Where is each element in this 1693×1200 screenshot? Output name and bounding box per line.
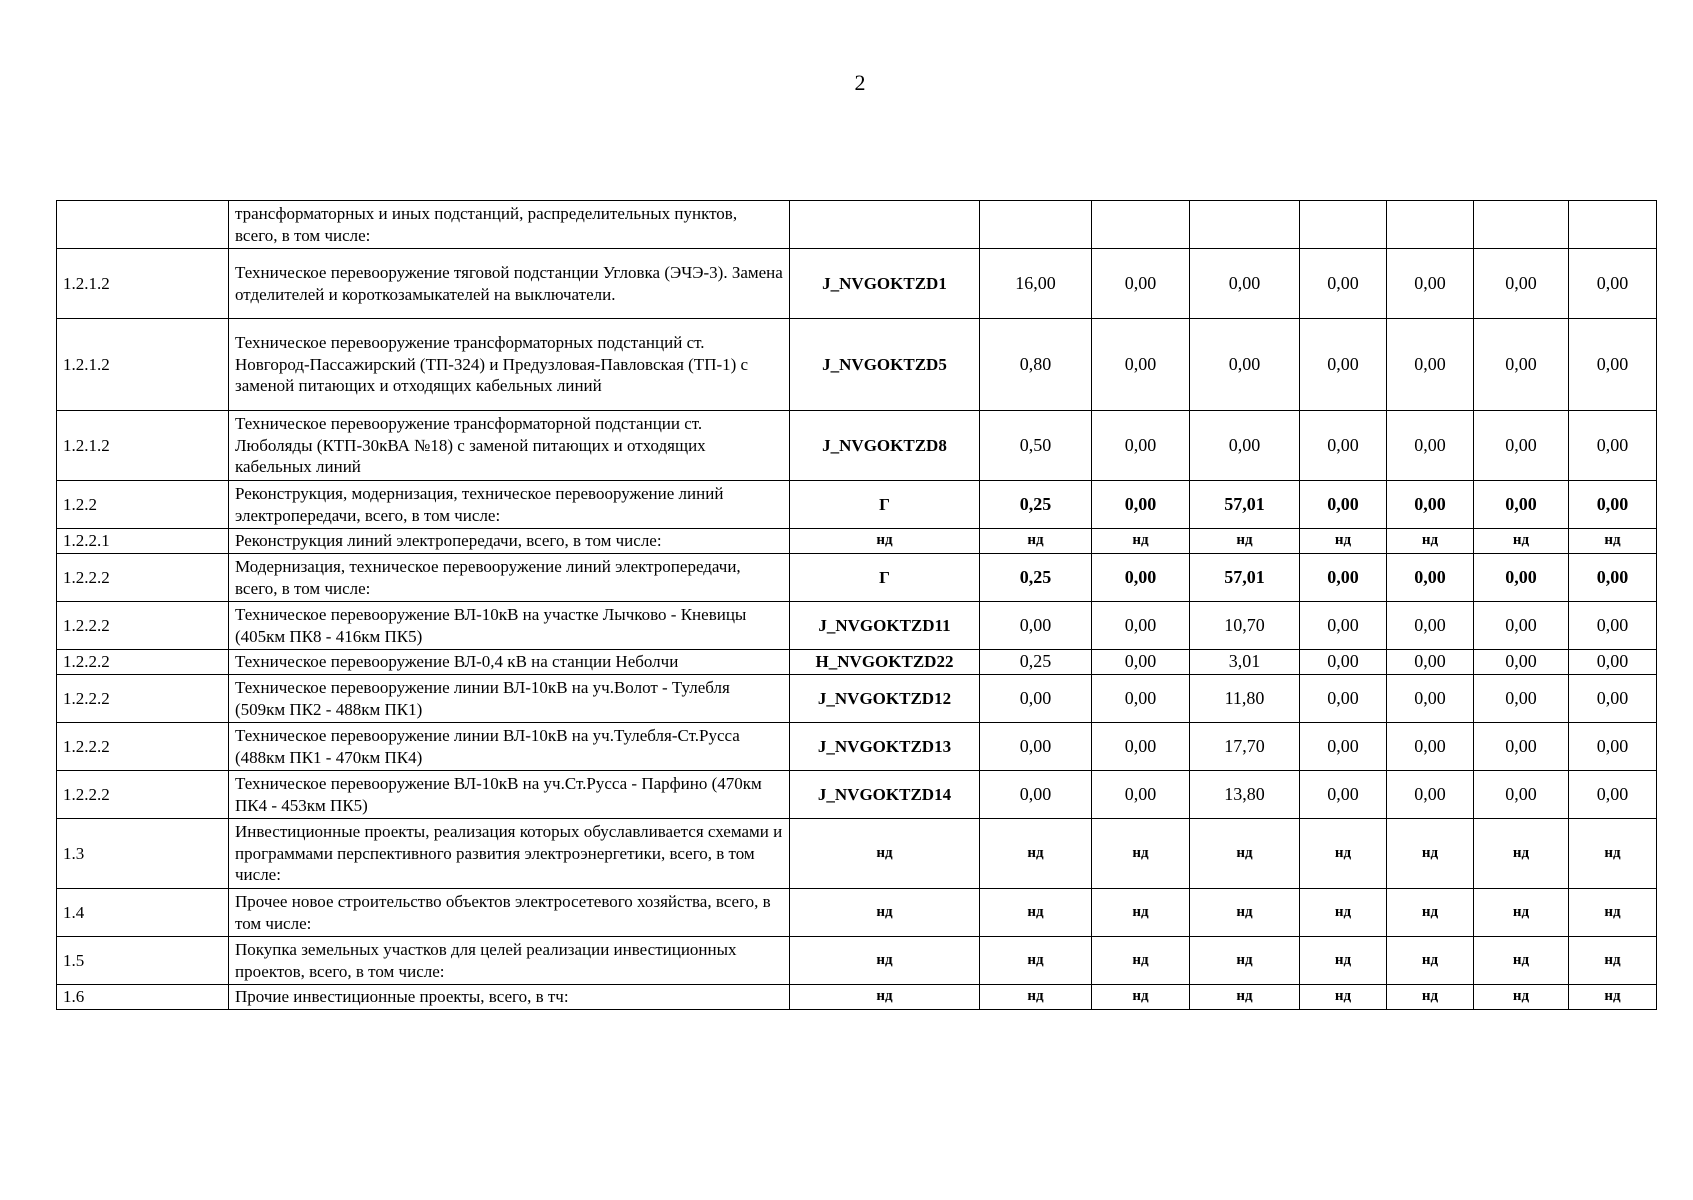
value-cell: 57,01 xyxy=(1190,554,1300,602)
table-row xyxy=(57,201,1657,249)
value-cell: нд xyxy=(1300,529,1387,554)
value-cell xyxy=(1190,201,1300,249)
description-cell: Прочие инвестиционные проекты, всего, в тч: xyxy=(229,985,790,1010)
value-cell: 0,00 xyxy=(1474,319,1569,411)
row-number-cell: 1.2.2.1 xyxy=(57,529,229,554)
value-cell: 0,00 xyxy=(1092,481,1190,529)
table-row xyxy=(57,937,1657,985)
value-cell: нд xyxy=(980,819,1092,889)
description-cell: Модернизация, техническое перевооружение линий электропередачи, всего, в том числе: xyxy=(229,554,790,602)
value-cell: нд xyxy=(1300,889,1387,937)
value-cell: 0,00 xyxy=(1190,411,1300,481)
value-cell xyxy=(1092,201,1190,249)
value-cell xyxy=(980,201,1092,249)
value-cell: 0,00 xyxy=(1092,554,1190,602)
value-cell: нд xyxy=(1474,937,1569,985)
value-cell xyxy=(1474,201,1569,249)
value-cell: 0,00 xyxy=(980,602,1092,650)
value-cell: 0,00 xyxy=(1300,602,1387,650)
value-cell: нд xyxy=(1190,819,1300,889)
value-cell: 0,00 xyxy=(1387,675,1474,723)
value-cell: нд xyxy=(1092,529,1190,554)
value-cell: нд xyxy=(1190,937,1300,985)
table-body xyxy=(57,201,1657,1010)
value-cell: нд xyxy=(1190,529,1300,554)
value-cell: 0,00 xyxy=(1092,650,1190,675)
value-cell: нд xyxy=(1569,985,1657,1010)
value-cell: нд xyxy=(980,937,1092,985)
row-number-cell xyxy=(57,201,229,249)
value-cell: нд xyxy=(1387,985,1474,1010)
value-cell: 0,00 xyxy=(1474,411,1569,481)
value-cell: 3,01 xyxy=(1190,650,1300,675)
value-cell: 0,00 xyxy=(1387,481,1474,529)
value-cell: 0,00 xyxy=(1092,411,1190,481)
value-cell: нд xyxy=(1300,985,1387,1010)
value-cell: 0,00 xyxy=(1474,602,1569,650)
value-cell: нд xyxy=(1474,529,1569,554)
description-cell: Техническое перевооружение трансформаторной подстанции ст. Люболяды (КТП-30кВА №18) с заменой питающих и отходящих кабельных линий xyxy=(229,411,790,481)
value-cell: нд xyxy=(1387,529,1474,554)
project-code-cell: J_NVGOKTZD13 xyxy=(790,723,980,771)
value-cell: нд xyxy=(1387,937,1474,985)
value-cell: 0,00 xyxy=(1300,723,1387,771)
row-number-cell: 1.2.2.2 xyxy=(57,675,229,723)
project-code-cell: J_NVGOKTZD11 xyxy=(790,602,980,650)
value-cell: 0,00 xyxy=(1569,723,1657,771)
project-code-cell: нд xyxy=(790,819,980,889)
project-code-cell: Г xyxy=(790,554,980,602)
project-code-cell: J_NVGOKTZD14 xyxy=(790,771,980,819)
value-cell: нд xyxy=(1092,889,1190,937)
value-cell: нд xyxy=(1569,819,1657,889)
value-cell: 0,00 xyxy=(1190,249,1300,319)
value-cell: 0,25 xyxy=(980,650,1092,675)
value-cell: 0,00 xyxy=(1569,675,1657,723)
page-number: 2 xyxy=(854,70,866,95)
value-cell: 0,00 xyxy=(1387,554,1474,602)
table-row xyxy=(57,319,1657,411)
description-cell: Техническое перевооружение ВЛ-0,4 кВ на станции Неболчи xyxy=(229,650,790,675)
value-cell: 0,00 xyxy=(1092,771,1190,819)
value-cell: 0,00 xyxy=(1474,481,1569,529)
value-cell xyxy=(1300,201,1387,249)
value-cell: 0,00 xyxy=(1569,554,1657,602)
row-number-cell: 1.2.1.2 xyxy=(57,249,229,319)
value-cell: нд xyxy=(1474,985,1569,1010)
project-code-cell: нд xyxy=(790,937,980,985)
value-cell: 0,00 xyxy=(1092,723,1190,771)
value-cell: 0,00 xyxy=(1569,771,1657,819)
value-cell: нд xyxy=(1190,985,1300,1010)
description-cell: Прочее новое строительство объектов электросетевого хозяйства, всего, в том числе: xyxy=(229,889,790,937)
table-row xyxy=(57,411,1657,481)
value-cell: 0,00 xyxy=(1387,771,1474,819)
value-cell: 0,00 xyxy=(1092,675,1190,723)
description-cell: Техническое перевооружение линии ВЛ-10кВ на уч.Волот - Тулебля (509км ПК2 - 488км ПК1) xyxy=(229,675,790,723)
value-cell: 11,80 xyxy=(1190,675,1300,723)
value-cell: 0,00 xyxy=(1387,650,1474,675)
value-cell: нд xyxy=(1474,889,1569,937)
description-cell: Техническое перевооружение ВЛ-10кВ на уч.Ст.Русса - Парфино (470км ПК4 - 453км ПК5) xyxy=(229,771,790,819)
table-row xyxy=(57,985,1657,1010)
value-cell: 0,00 xyxy=(1569,249,1657,319)
value-cell: 0,00 xyxy=(1474,554,1569,602)
value-cell: 0,00 xyxy=(1300,481,1387,529)
row-number-cell: 1.2.1.2 xyxy=(57,319,229,411)
table-row xyxy=(57,529,1657,554)
table-row xyxy=(57,650,1657,675)
table-row xyxy=(57,554,1657,602)
value-cell: 0,50 xyxy=(980,411,1092,481)
value-cell: 0,00 xyxy=(1300,771,1387,819)
project-code-cell: нд xyxy=(790,529,980,554)
value-cell: 0,00 xyxy=(1569,411,1657,481)
value-cell: 0,00 xyxy=(1387,319,1474,411)
row-number-cell: 1.6 xyxy=(57,985,229,1010)
value-cell xyxy=(1569,201,1657,249)
value-cell: 0,00 xyxy=(1190,319,1300,411)
value-cell: 0,00 xyxy=(1300,411,1387,481)
value-cell: 0,00 xyxy=(1474,723,1569,771)
value-cell: 0,00 xyxy=(1092,319,1190,411)
value-cell: 0,00 xyxy=(1300,319,1387,411)
description-cell: Техническое перевооружение тяговой подстанции Угловка (ЭЧЭ-3). Замена отделителей и короткозамыкателей на выключатели. xyxy=(229,249,790,319)
table-row xyxy=(57,675,1657,723)
value-cell: нд xyxy=(1092,937,1190,985)
project-code-cell: нд xyxy=(790,889,980,937)
table-row xyxy=(57,771,1657,819)
value-cell: 0,00 xyxy=(1387,602,1474,650)
value-cell: 16,00 xyxy=(980,249,1092,319)
row-number-cell: 1.2.2.2 xyxy=(57,723,229,771)
value-cell: 0,00 xyxy=(1474,771,1569,819)
project-code-cell: нд xyxy=(790,985,980,1010)
value-cell: нд xyxy=(1092,819,1190,889)
value-cell xyxy=(1387,201,1474,249)
value-cell: нд xyxy=(1190,889,1300,937)
description-cell: Реконструкция, модернизация, техническое перевооружение линий электропередачи, всего, в том числе: xyxy=(229,481,790,529)
description-cell: Техническое перевооружение трансформаторных подстанций ст. Новгород-Пассажирский (ТП-324) и Предузловая-Павловская (ТП-1) с заменой питающих и отходящих кабельных линий xyxy=(229,319,790,411)
table-row xyxy=(57,602,1657,650)
value-cell: 0,80 xyxy=(980,319,1092,411)
value-cell: 0,00 xyxy=(980,675,1092,723)
project-code-cell: Г xyxy=(790,481,980,529)
table-row xyxy=(57,723,1657,771)
description-cell: Реконструкция линий электропередачи, всего, в том числе: xyxy=(229,529,790,554)
row-number-cell: 1.2.2.2 xyxy=(57,554,229,602)
project-code-cell: J_NVGOKTZD5 xyxy=(790,319,980,411)
row-number-cell: 1.4 xyxy=(57,889,229,937)
table-row xyxy=(57,249,1657,319)
value-cell: 0,00 xyxy=(1474,249,1569,319)
value-cell: нд xyxy=(980,889,1092,937)
value-cell: нд xyxy=(1092,985,1190,1010)
value-cell: 0,00 xyxy=(1300,249,1387,319)
value-cell: 0,00 xyxy=(1474,650,1569,675)
description-cell: Инвестиционные проекты, реализация которых обуславливается схемами и программами перспективного развития электроэнергетики, всего, в том числе: xyxy=(229,819,790,889)
value-cell: 0,00 xyxy=(1092,249,1190,319)
value-cell: 0,00 xyxy=(1300,554,1387,602)
value-cell: 17,70 xyxy=(1190,723,1300,771)
value-cell: 0,00 xyxy=(1569,650,1657,675)
value-cell: нд xyxy=(1300,819,1387,889)
value-cell: нд xyxy=(980,985,1092,1010)
value-cell: нд xyxy=(1300,937,1387,985)
value-cell: 0,00 xyxy=(1092,602,1190,650)
description-cell: Техническое перевооружение линии ВЛ-10кВ на уч.Тулебля-Ст.Русса (488км ПК1 - 470км ПК4) xyxy=(229,723,790,771)
table-row xyxy=(57,481,1657,529)
value-cell: 0,00 xyxy=(980,771,1092,819)
project-code-cell: H_NVGOKTZD22 xyxy=(790,650,980,675)
row-number-cell: 1.2.2.2 xyxy=(57,650,229,675)
value-cell: 0,25 xyxy=(980,481,1092,529)
row-number-cell: 1.2.2 xyxy=(57,481,229,529)
investment-table xyxy=(56,200,1657,1010)
value-cell: 13,80 xyxy=(1190,771,1300,819)
row-number-cell: 1.3 xyxy=(57,819,229,889)
value-cell: 0,00 xyxy=(1387,249,1474,319)
value-cell: нд xyxy=(1569,529,1657,554)
value-cell: 0,00 xyxy=(1387,723,1474,771)
value-cell: нд xyxy=(1569,889,1657,937)
description-cell: Покупка земельных участков для целей реализации инвестиционных проектов, всего, в том числе: xyxy=(229,937,790,985)
value-cell: 0,00 xyxy=(1387,411,1474,481)
description-cell: Техническое перевооружение ВЛ-10кВ на участке Лычково - Кневицы (405км ПК8 - 416км ПК5) xyxy=(229,602,790,650)
row-number-cell: 1.2.2.2 xyxy=(57,602,229,650)
row-number-cell: 1.5 xyxy=(57,937,229,985)
value-cell: нд xyxy=(1569,937,1657,985)
value-cell: 0,00 xyxy=(1474,675,1569,723)
value-cell: 0,00 xyxy=(1300,650,1387,675)
value-cell: 0,25 xyxy=(980,554,1092,602)
value-cell: 10,70 xyxy=(1190,602,1300,650)
value-cell: нд xyxy=(1387,889,1474,937)
value-cell: нд xyxy=(980,529,1092,554)
project-code-cell: J_NVGOKTZD8 xyxy=(790,411,980,481)
value-cell: нд xyxy=(1387,819,1474,889)
value-cell: 0,00 xyxy=(1569,602,1657,650)
value-cell: нд xyxy=(1474,819,1569,889)
project-code-cell: J_NVGOKTZD12 xyxy=(790,675,980,723)
value-cell: 0,00 xyxy=(1300,675,1387,723)
value-cell: 0,00 xyxy=(1569,481,1657,529)
value-cell: 0,00 xyxy=(1569,319,1657,411)
value-cell: 0,00 xyxy=(980,723,1092,771)
row-number-cell: 1.2.1.2 xyxy=(57,411,229,481)
description-cell: трансформаторных и иных подстанций, распределительных пунктов, всего, в том числе: xyxy=(229,201,790,249)
table-row xyxy=(57,889,1657,937)
row-number-cell: 1.2.2.2 xyxy=(57,771,229,819)
project-code-cell: J_NVGOKTZD1 xyxy=(790,249,980,319)
project-code-cell xyxy=(790,201,980,249)
value-cell: 57,01 xyxy=(1190,481,1300,529)
table-row xyxy=(57,819,1657,889)
